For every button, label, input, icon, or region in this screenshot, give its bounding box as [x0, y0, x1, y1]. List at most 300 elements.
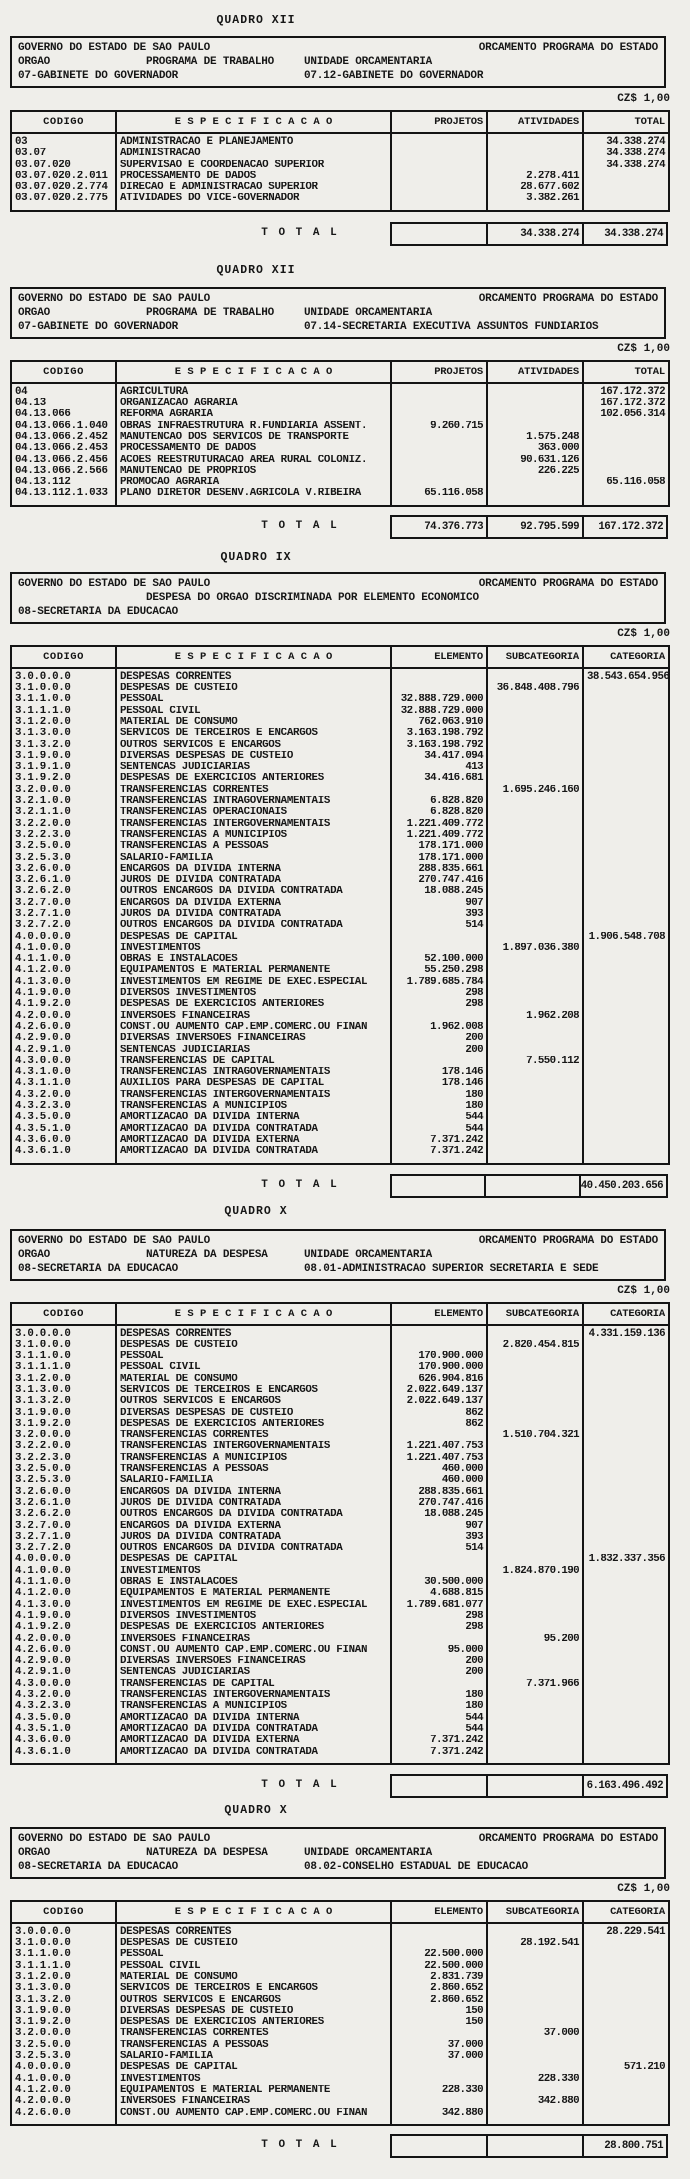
row-codigo: 3.2.2.0.0 — [11, 819, 116, 830]
row-value-col4 — [487, 2108, 583, 2125]
row-value-col3: 2.831.739 — [391, 1972, 487, 1983]
row-especificacao: DESPESAS DE CAPITAL — [116, 2062, 391, 2073]
row-value-col3: 544 — [391, 1112, 487, 1123]
row-value-col3 — [391, 683, 487, 694]
column-header-row — [11, 646, 669, 668]
row-codigo: 3.2.5.0.0 — [11, 2040, 116, 2051]
row-codigo: 03.07.020.2.774 — [11, 182, 116, 193]
row-value-col5 — [583, 1600, 669, 1611]
row-especificacao: SENTENCAS JUDICIARIAS — [116, 1045, 391, 1056]
table-row — [11, 1067, 669, 1078]
row-value-col5 — [583, 1124, 669, 1135]
column-header-row — [11, 1901, 669, 1923]
row-value-col5 — [583, 1679, 669, 1690]
table-row — [11, 1949, 669, 1960]
row-codigo: 4.1.2.0.0 — [11, 965, 116, 976]
row-value-col4: 1.575.248 — [487, 432, 583, 443]
row-codigo: 4.1.0.0.0 — [11, 2074, 116, 2085]
row-codigo: 3.2.5.0.0 — [11, 841, 116, 852]
budget-table — [10, 1302, 670, 1765]
row-codigo: 4.3.2.3.0 — [11, 1701, 116, 1712]
row-especificacao: OUTROS ENCARGOS DA DIVIDA CONTRATADA — [116, 1509, 391, 1520]
row-especificacao: PESSOAL — [116, 1351, 391, 1362]
row-value-col4 — [487, 398, 583, 409]
row-codigo: 3.1.2.0.0 — [11, 717, 116, 728]
table-row — [11, 1124, 669, 1135]
row-codigo: 4.1.2.0.0 — [11, 1588, 116, 1599]
row-value-col4: 1.897.036.380 — [487, 943, 583, 954]
budget-table — [10, 1900, 670, 2126]
row-codigo: 3.2.7.2.0 — [11, 920, 116, 931]
total-box — [390, 222, 668, 246]
row-value-col3: 342.880 — [391, 2108, 487, 2125]
row-value-col5 — [583, 807, 669, 818]
row-value-col5: 65.116.058 — [606, 477, 665, 489]
column-header-elemento: ELEMENTO — [391, 646, 487, 668]
row-value-col3: 178.171.000 — [391, 853, 487, 864]
table-row — [11, 898, 669, 909]
row-codigo: 4.3.6.1.0 — [11, 1747, 116, 1764]
row-codigo: 3.2.5.3.0 — [11, 853, 116, 864]
row-value-col5 — [583, 1396, 669, 1407]
table-row — [11, 1011, 669, 1022]
row-especificacao: ADMINISTRACAO — [116, 148, 391, 159]
row-value-col5: 1.906.548.708 — [588, 931, 665, 943]
row-value-col3: 1.789.685.784 — [391, 977, 487, 988]
row-value-col3: 2.022.649.137 — [391, 1396, 487, 1407]
row-codigo: 03.07.020 — [11, 160, 116, 171]
row-value-col4 — [487, 1325, 583, 1340]
row-value-col4 — [487, 1022, 583, 1033]
row-especificacao: PESSOAL — [116, 694, 391, 705]
row-codigo: 3.1.3.2.0 — [11, 1396, 116, 1407]
table-row — [11, 1634, 669, 1645]
row-value-col4 — [487, 1112, 583, 1123]
row-value-col5 — [583, 1543, 669, 1554]
row-value-col5 — [583, 171, 669, 182]
row-codigo: 3.2.5.3.0 — [11, 1475, 116, 1486]
row-especificacao: PESSOAL CIVIL — [116, 1362, 391, 1373]
row-codigo: 3.2.6.1.0 — [11, 875, 116, 886]
row-codigo: 3.2.0.0.0 — [11, 1430, 116, 1441]
column-header-row — [11, 111, 669, 133]
row-especificacao: PLANO DIRETOR DESENV.AGRICOLA V.RIBEIRA — [116, 488, 391, 505]
row-especificacao: DESPESAS CORRENTES — [116, 668, 391, 683]
row-especificacao: ADMINISTRACAO E PLANEJAMENTO — [116, 133, 391, 148]
table-row — [11, 965, 669, 976]
row-value-col5 — [583, 740, 669, 751]
total-label: T O T A L — [261, 519, 339, 532]
row-value-col5 — [583, 1430, 669, 1441]
row-value-col3: 150 — [391, 2006, 487, 2017]
row-value-col5: 167.172.372 — [600, 385, 665, 398]
row-value-col4 — [487, 1090, 583, 1101]
row-value-col3 — [391, 182, 487, 193]
row-codigo: 03.07.020.2.011 — [11, 171, 116, 182]
row-value-col5 — [583, 1735, 669, 1746]
row-value-col3 — [391, 466, 487, 477]
total-box — [390, 1774, 668, 1798]
total-box — [390, 2134, 668, 2158]
row-value-col4 — [487, 875, 583, 886]
table-row — [11, 1983, 669, 1994]
row-codigo: 4.3.5.1.0 — [11, 1124, 116, 1135]
row-value-col4 — [487, 1961, 583, 1972]
row-value-col5 — [583, 1588, 669, 1599]
row-especificacao: AMORTIZACAO DA DIVIDA INTERNA — [116, 1713, 391, 1724]
row-value-col3: 3.163.198.792 — [391, 728, 487, 739]
table-row — [11, 1690, 669, 1701]
table-row — [11, 728, 669, 739]
row-value-col5 — [583, 2108, 669, 2125]
row-value-col3: 2.860.652 — [391, 1995, 487, 2006]
row-value-col3 — [391, 1340, 487, 1351]
table-row — [11, 999, 669, 1010]
row-especificacao: CONST.OU AUMENTO CAP.EMP.COMERC.OU FINAN — [116, 2108, 391, 2125]
column-header-especificacao: E S P E C I F I C A C A O — [116, 361, 391, 383]
row-value-col3 — [391, 160, 487, 171]
row-value-col3 — [391, 1938, 487, 1949]
row-value-col3 — [391, 785, 487, 796]
row-codigo: 3.1.1.0.0 — [11, 1949, 116, 1960]
row-value-col4 — [487, 1600, 583, 1611]
table-row — [11, 1475, 669, 1486]
row-value-col4: 36.848.408.796 — [487, 683, 583, 694]
row-codigo: 4.1.1.0.0 — [11, 1577, 116, 1588]
total-geral: 40.450.203.656 — [580, 1179, 663, 1192]
row-value-col3: 298 — [391, 1622, 487, 1633]
row-value-col4 — [487, 1146, 583, 1163]
table-row — [11, 171, 669, 182]
row-codigo: 3.2.6.0.0 — [11, 1487, 116, 1498]
table-row — [11, 2040, 669, 2051]
row-especificacao: PESSOAL CIVIL — [116, 1961, 391, 1972]
row-value-col4 — [487, 1453, 583, 1464]
row-codigo: 3.1.1.0.0 — [11, 694, 116, 705]
table-row — [11, 988, 669, 999]
row-value-col4 — [487, 2051, 583, 2062]
row-especificacao: DIVERSOS INVESTIMENTOS — [116, 988, 391, 999]
table-row — [11, 1033, 669, 1044]
table-row — [11, 1923, 669, 1938]
row-codigo: 3.2.6.0.0 — [11, 864, 116, 875]
row-value-col5 — [583, 455, 669, 466]
total-row — [10, 515, 668, 539]
row-value-col4 — [487, 1464, 583, 1475]
table-row — [11, 1056, 669, 1067]
row-codigo: 4.1.3.0.0 — [11, 977, 116, 988]
table-row — [11, 932, 669, 943]
section-quadro-xii-0714 — [0, 264, 690, 539]
row-codigo: 4.2.9.1.0 — [11, 1667, 116, 1678]
row-value-col3: 6.828.820 — [391, 796, 487, 807]
row-value-col5 — [583, 193, 669, 210]
row-value-col4 — [487, 841, 583, 852]
row-especificacao: TRANSFERENCIAS CORRENTES — [116, 1430, 391, 1441]
row-value-col3: 200 — [391, 1033, 487, 1044]
natureza-despesa-label: NATUREZA DA DESPESA — [146, 1248, 268, 1261]
row-value-col4 — [487, 1441, 583, 1452]
table-row — [11, 398, 669, 409]
row-especificacao: SENTENCAS JUDICIARIAS — [116, 1667, 391, 1678]
row-especificacao: OBRAS E INSTALACOES — [116, 954, 391, 965]
row-value-col4 — [487, 160, 583, 171]
row-value-col4 — [487, 1532, 583, 1543]
table-row — [11, 2085, 669, 2096]
row-value-col5 — [583, 1112, 669, 1123]
row-codigo: 3.2.2.3.0 — [11, 1453, 116, 1464]
row-value-col5 — [583, 1033, 669, 1044]
orgao-label: ORGAO — [18, 56, 51, 68]
row-value-col3 — [391, 932, 487, 943]
row-value-col4 — [487, 1509, 583, 1520]
row-especificacao: ENCARGOS DA DIVIDA INTERNA — [116, 1487, 391, 1498]
row-codigo: 3.2.5.3.0 — [11, 2051, 116, 2062]
row-value-col5 — [583, 1498, 669, 1509]
row-especificacao: PESSOAL CIVIL — [116, 706, 391, 717]
currency-note: CZ$ 1,00 — [617, 1284, 670, 1297]
row-value-col5 — [583, 728, 669, 739]
row-value-col4 — [487, 1351, 583, 1362]
row-especificacao: TRANSFERENCIAS A PESSOAS — [116, 2040, 391, 2051]
table-row — [11, 1509, 669, 1520]
row-value-col3 — [391, 1554, 487, 1565]
row-especificacao: MATERIAL DE CONSUMO — [116, 1972, 391, 1983]
row-especificacao: OBRAS E INSTALACOES — [116, 1577, 391, 1588]
row-value-col4 — [487, 1362, 583, 1373]
row-codigo: 3.2.2.3.0 — [11, 830, 116, 841]
row-value-col4: 1.962.208 — [487, 1011, 583, 1022]
row-value-col4 — [487, 751, 583, 762]
row-codigo: 3.1.3.2.0 — [11, 1995, 116, 2006]
row-value-col3 — [391, 193, 487, 210]
quadro-label: QUADRO XII — [216, 14, 296, 27]
row-codigo: 3.1.3.0.0 — [11, 728, 116, 739]
row-value-col3 — [391, 477, 487, 488]
row-value-col3: 34.417.094 — [391, 751, 487, 762]
row-value-col3: 1.789.681.077 — [391, 1600, 487, 1611]
row-value-col5: 167.172.372 — [600, 398, 665, 410]
table-row — [11, 1747, 669, 1764]
table-row — [11, 409, 669, 420]
row-value-col5 — [583, 1045, 669, 1056]
row-especificacao: ORGANIZACAO AGRARIA — [116, 398, 391, 409]
row-especificacao: ENCARGOS DA DIVIDA INTERNA — [116, 864, 391, 875]
row-value-col3 — [391, 1923, 487, 1938]
row-value-col4 — [487, 1487, 583, 1498]
row-codigo: 4.0.0.0.0 — [11, 2062, 116, 2073]
row-value-col4 — [487, 1135, 583, 1146]
row-especificacao: DIVERSAS DESPESAS DE CUSTEIO — [116, 1408, 391, 1419]
row-especificacao: DIVERSOS INVESTIMENTOS — [116, 1611, 391, 1622]
row-especificacao: SUPERVISAO E COORDENACAO SUPERIOR — [116, 160, 391, 171]
row-value-col4 — [487, 807, 583, 818]
row-especificacao: PESSOAL — [116, 1949, 391, 1960]
total-geral: 28.800.751 — [604, 2139, 663, 2152]
row-value-col3 — [391, 1056, 487, 1067]
table-row — [11, 1588, 669, 1599]
row-value-col3: 1.962.008 — [391, 1022, 487, 1033]
row-value-col3 — [391, 409, 487, 420]
row-value-col3: 7.371.242 — [391, 1146, 487, 1163]
row-codigo: 4.3.2.0.0 — [11, 1090, 116, 1101]
row-value-col3: 1.221.409.772 — [391, 830, 487, 841]
table-row — [11, 2028, 669, 2039]
row-value-col4 — [487, 477, 583, 488]
row-value-col4: 2.820.454.815 — [487, 1340, 583, 1351]
row-value-col5 — [583, 1983, 669, 1994]
row-especificacao: EQUIPAMENTOS E MATERIAL PERMANENTE — [116, 965, 391, 976]
table-row — [11, 773, 669, 784]
quadro-label: QUADRO X — [224, 1204, 288, 1218]
row-especificacao: TRANSFERENCIAS A MUNICIPIOS — [116, 1701, 391, 1712]
row-especificacao: DIVERSAS INVERSOES FINANCEIRAS — [116, 1656, 391, 1667]
row-value-col5 — [583, 1521, 669, 1532]
row-codigo: 4.2.6.0.0 — [11, 2108, 116, 2125]
row-value-col3: 18.088.245 — [391, 886, 487, 897]
row-value-col4 — [487, 1396, 583, 1407]
total-geral: 34.338.274 — [604, 227, 663, 240]
row-value-col5 — [583, 2074, 669, 2085]
currency-note: CZ$ 1,00 — [617, 93, 670, 105]
row-value-col4 — [487, 1124, 583, 1135]
row-value-col4 — [487, 932, 583, 943]
row-value-col4 — [487, 1983, 583, 1994]
table-row — [11, 1611, 669, 1622]
total-box — [390, 515, 668, 539]
row-value-col3: 270.747.416 — [391, 875, 487, 886]
government-title: GOVERNO DO ESTADO DE SAO PAULO — [18, 1832, 211, 1845]
row-value-col4 — [487, 717, 583, 728]
row-value-col3 — [391, 171, 487, 182]
column-header-total: TOTAL — [583, 361, 669, 383]
column-header-atividades: ATIVIDADES — [487, 361, 583, 383]
row-value-col4 — [487, 819, 583, 830]
row-value-col3 — [391, 1679, 487, 1690]
unidade-orcamentaria-label: UNIDADE ORCAMENTARIA — [304, 1846, 433, 1859]
row-codigo: 3.2.5.0.0 — [11, 1464, 116, 1475]
table-row — [11, 2051, 669, 2062]
row-especificacao: ACOES REESTRUTURACAO AREA RURAL COLONIZ. — [116, 455, 391, 466]
table-row — [11, 2096, 669, 2107]
total-atividades: 92.795.599 — [488, 517, 584, 537]
row-codigo: 3.2.7.0.0 — [11, 1521, 116, 1532]
row-value-col3: 544 — [391, 1713, 487, 1724]
row-value-col4 — [487, 1577, 583, 1588]
row-especificacao: MATERIAL DE CONSUMO — [116, 717, 391, 728]
table-row — [11, 421, 669, 432]
row-codigo: 4.1.1.0.0 — [11, 954, 116, 965]
row-value-col3 — [391, 133, 487, 148]
row-value-col5 — [583, 1011, 669, 1022]
row-especificacao: TRANSFERENCIAS DE CAPITAL — [116, 1679, 391, 1690]
row-value-col5 — [583, 1667, 669, 1678]
row-especificacao: SERVICOS DE TERCEIROS E ENCARGOS — [116, 728, 391, 739]
row-especificacao: PROMOCAO AGRARIA — [116, 477, 391, 488]
row-value-col3: 228.330 — [391, 2085, 487, 2096]
row-value-col3 — [391, 432, 487, 443]
row-codigo: 4.3.2.3.0 — [11, 1101, 116, 1112]
column-header-especificacao: E S P E C I F I C A C A O — [116, 1901, 391, 1923]
row-value-col5 — [583, 421, 669, 432]
row-especificacao: MATERIAL DE CONSUMO — [116, 1374, 391, 1385]
table-row — [11, 1146, 669, 1163]
row-value-col5 — [583, 1611, 669, 1622]
row-value-col5 — [583, 1419, 669, 1430]
row-value-col4 — [487, 1374, 583, 1385]
row-especificacao: CONST.OU AUMENTO CAP.EMP.COMERC.OU FINAN — [116, 1645, 391, 1656]
column-header-row — [11, 1303, 669, 1325]
row-especificacao: DESPESAS DE CAPITAL — [116, 932, 391, 943]
row-value-col5: 102.056.314 — [600, 409, 665, 421]
table-row — [11, 1600, 669, 1611]
row-value-col4 — [487, 977, 583, 988]
row-codigo: 3.2.1.1.0 — [11, 807, 116, 818]
column-header-codigo: CODIGO — [11, 361, 116, 383]
column-header-elemento: ELEMENTO — [391, 1901, 487, 1923]
row-value-col3: 1.221.407.753 — [391, 1453, 487, 1464]
table-row — [11, 1713, 669, 1724]
row-value-col4 — [487, 1078, 583, 1089]
row-value-col4: 90.631.126 — [487, 455, 583, 466]
row-value-col4 — [487, 988, 583, 999]
total-box — [390, 1174, 668, 1198]
document-header-box — [10, 1827, 666, 1879]
section-quadro-x-0801 — [0, 1205, 690, 1798]
row-value-col4 — [487, 1667, 583, 1678]
table-row — [11, 1972, 669, 1983]
table-row — [11, 853, 669, 864]
row-codigo: 4.2.9.0.0 — [11, 1033, 116, 1044]
table-row — [11, 1112, 669, 1123]
total-subcategoria — [488, 1776, 584, 1796]
row-value-col5 — [583, 717, 669, 728]
row-especificacao: AMORTIZACAO DA DIVIDA INTERNA — [116, 1112, 391, 1123]
row-value-col3: 180 — [391, 1090, 487, 1101]
total-label: T O T A L — [261, 226, 339, 239]
row-value-col5: 571.210 — [623, 2062, 665, 2074]
orgao-value: 08-SECRETARIA DA EDUCACAO — [18, 1860, 179, 1873]
row-value-col3: 55.250.298 — [391, 965, 487, 976]
row-value-col3: 37.000 — [391, 2051, 487, 2062]
table-row — [11, 807, 669, 818]
row-codigo: 3.2.2.0.0 — [11, 1441, 116, 1452]
table-row — [11, 2006, 669, 2017]
row-especificacao: MANUTENCAO DE PROPRIOS — [116, 466, 391, 477]
row-especificacao: AMORTIZACAO DA DIVIDA CONTRATADA — [116, 1146, 391, 1163]
row-value-col5 — [583, 1078, 669, 1089]
budget-table — [10, 110, 670, 212]
row-value-col4 — [487, 706, 583, 717]
row-especificacao: DIVERSAS INVERSOES FINANCEIRAS — [116, 1033, 391, 1044]
column-header-categoria: CATEGORIA — [583, 1303, 669, 1325]
table-row — [11, 1408, 669, 1419]
row-value-col4 — [487, 920, 583, 931]
row-value-col4 — [487, 668, 583, 683]
total-row — [10, 1174, 668, 1198]
row-codigo: 3.1.2.0.0 — [11, 1374, 116, 1385]
row-value-col3: 514 — [391, 1543, 487, 1554]
table-row — [11, 668, 669, 683]
program-title: ORCAMENTO PROGRAMA DO ESTADO — [478, 42, 658, 54]
program-title: ORCAMENTO PROGRAMA DO ESTADO — [478, 577, 658, 590]
column-header-codigo: CODIGO — [11, 111, 116, 133]
row-value-col5 — [583, 2006, 669, 2017]
row-value-col4 — [487, 762, 583, 773]
row-especificacao: INVESTIMENTOS EM REGIME DE EXEC.ESPECIAL — [116, 1600, 391, 1611]
row-value-col3: 907 — [391, 1521, 487, 1532]
currency-note: CZ$ 1,00 — [617, 342, 670, 355]
